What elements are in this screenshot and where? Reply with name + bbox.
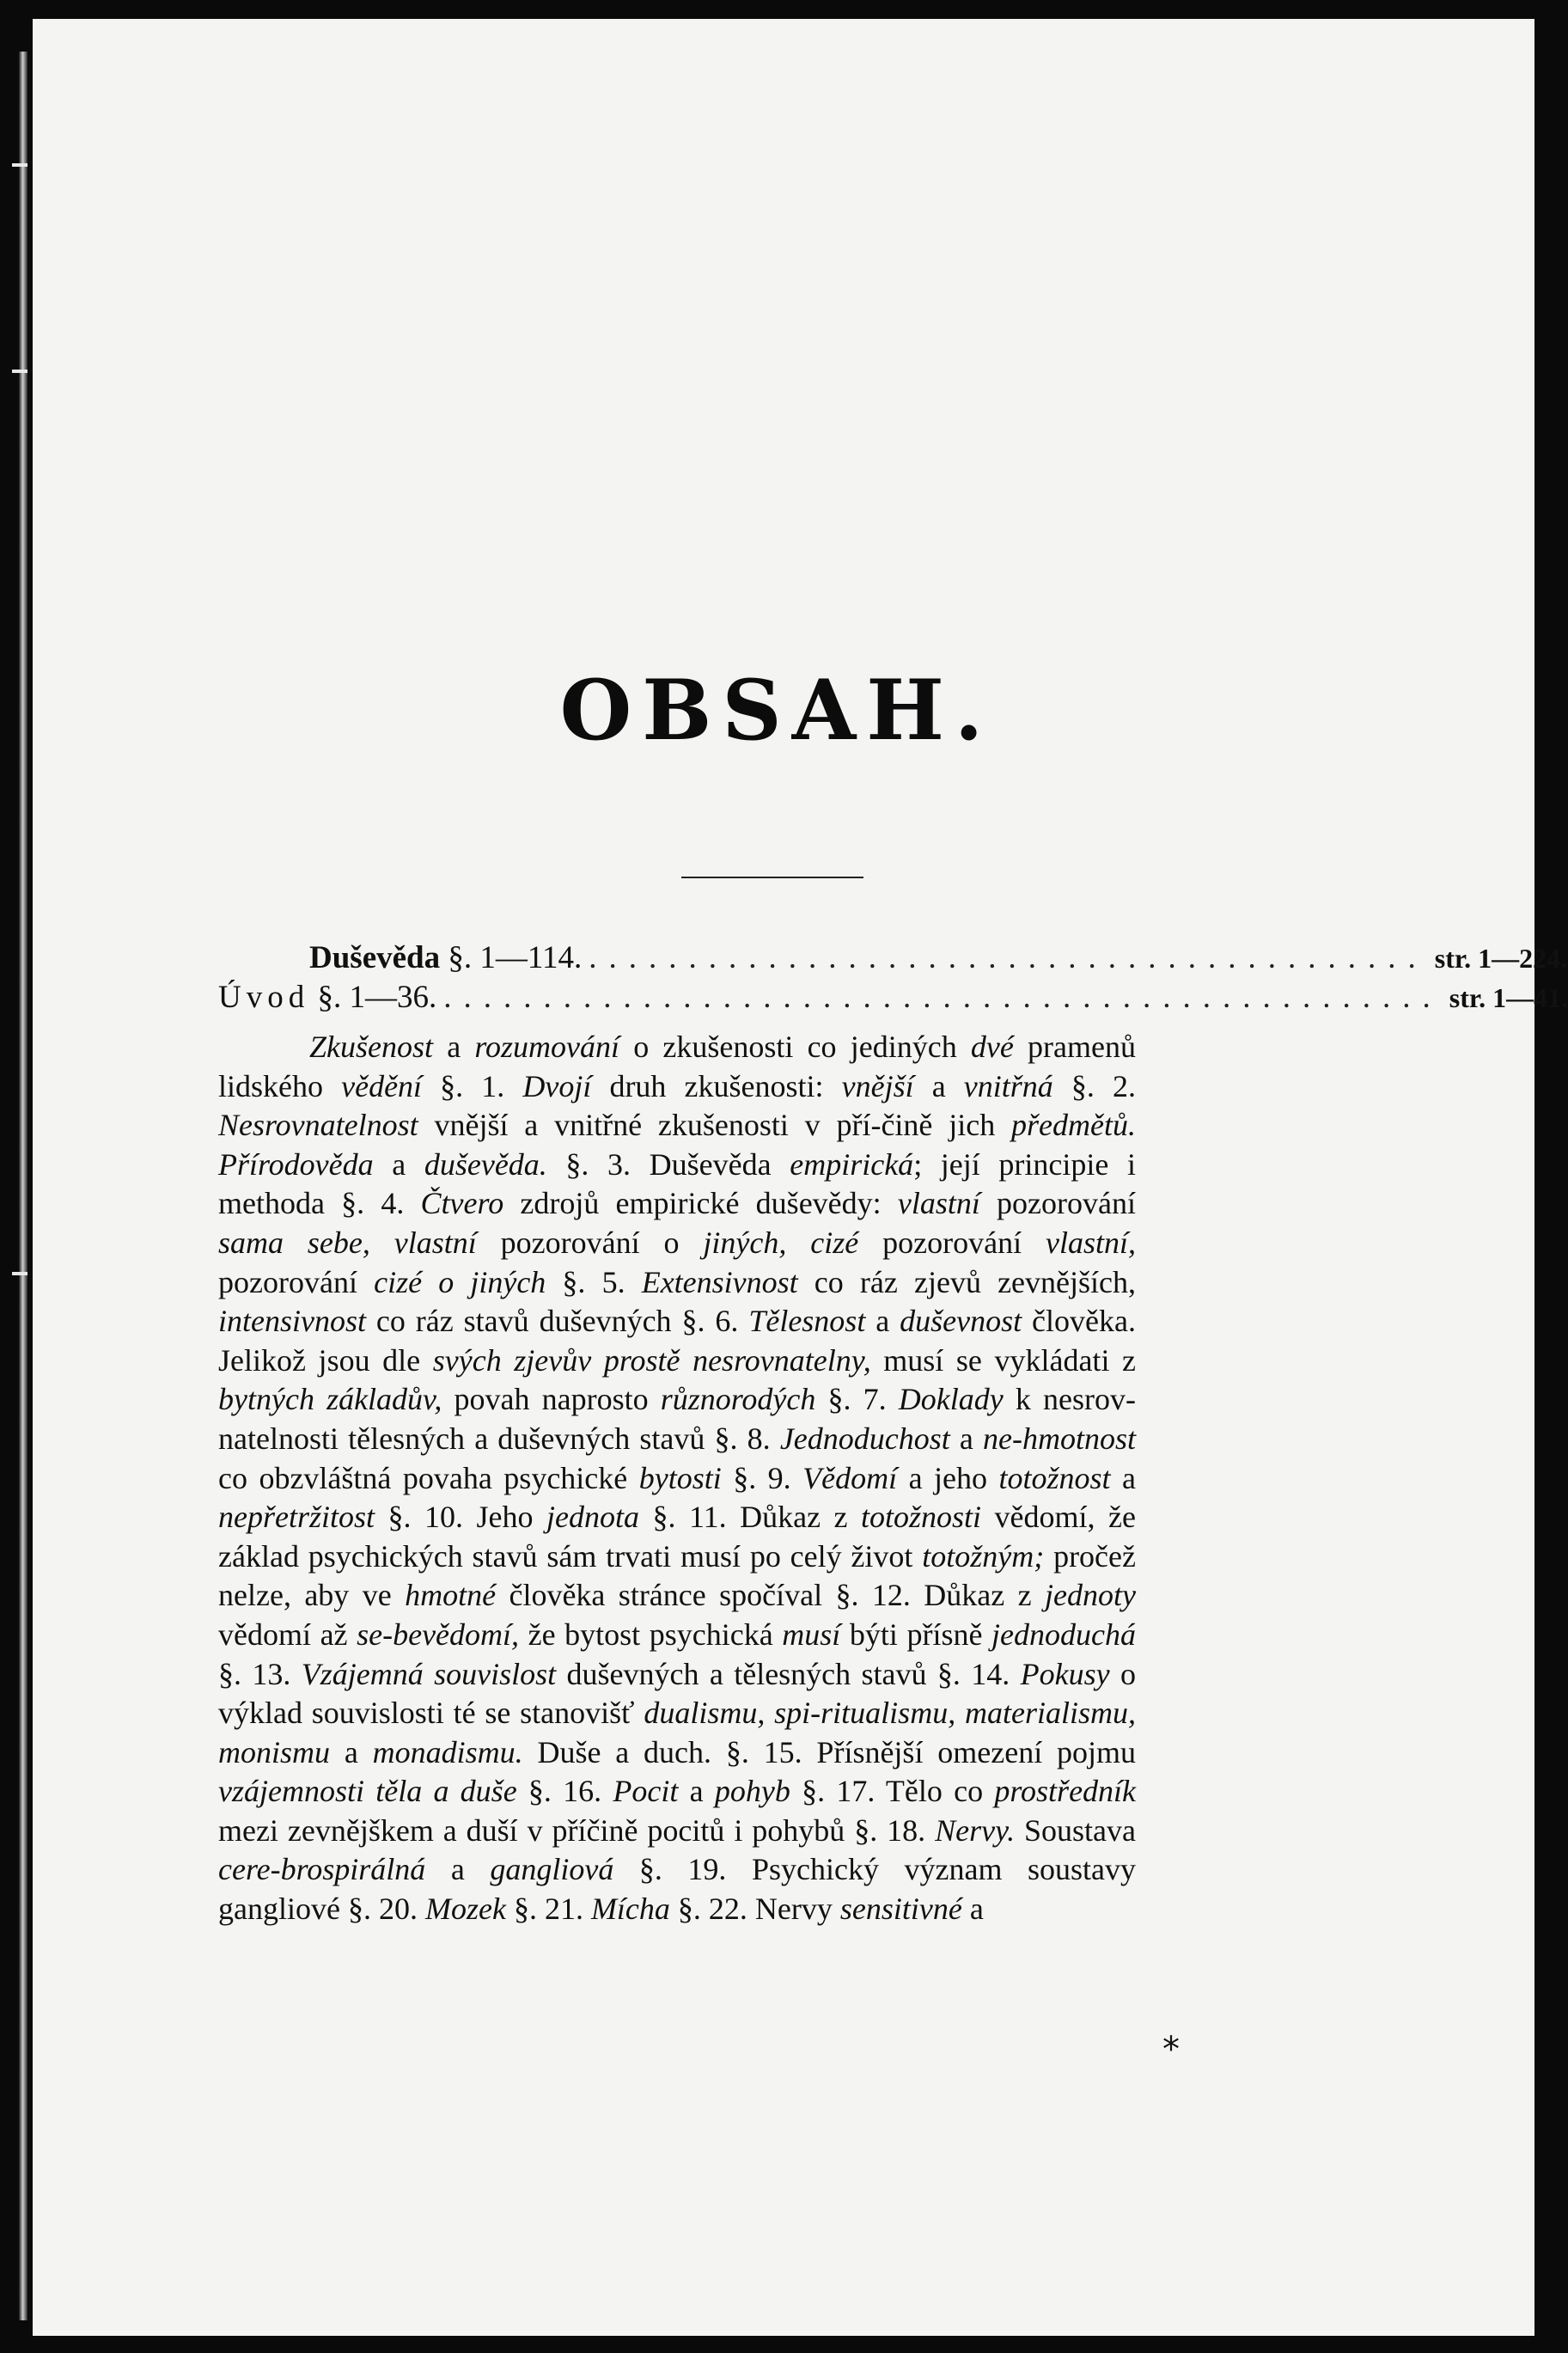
- summary-emphasis: dvé: [970, 1030, 1014, 1064]
- toc-entry: [218, 978, 1568, 1018]
- summary-emphasis: dualismu, spi-ritualismu, materialismu, monismu: [218, 1696, 1136, 1769]
- summary-emphasis: vzájemnosti těla a duše: [218, 1774, 517, 1809]
- summary-emphasis: svých zjevův prostě nesrovnatelny,: [432, 1342, 871, 1378]
- summary-emphasis: prostředník: [994, 1774, 1137, 1809]
- summary-text: druh zkušenosti:: [591, 1068, 842, 1103]
- summary-emphasis: bytosti: [638, 1460, 722, 1495]
- summary-emphasis: ne-hmotnost: [983, 1421, 1136, 1456]
- summary-text: člověka. Jelikož jsou dle: [218, 1304, 1136, 1378]
- toc-leader-dots: ..................................................: [443, 980, 1443, 1015]
- summary-text: a: [425, 1852, 491, 1887]
- summary-text: §. 9.: [721, 1460, 803, 1495]
- summary-text: Soustava: [1015, 1812, 1137, 1848]
- summary-text: a: [678, 1774, 715, 1809]
- summary-text: Duše a duch. §. 15. Přísnější omezení pojmu: [522, 1734, 1137, 1769]
- toc-entry-label: [309, 938, 582, 978]
- toc-entry-pages: str. 1—224.: [1434, 943, 1568, 974]
- summary-emphasis: sensitivné: [839, 1892, 962, 1927]
- summary-text: zdrojů empirické duševědy:: [503, 1186, 898, 1221]
- summary-text: k nesrov-natelnosti tělesných a duševných stavů §. 8.: [218, 1382, 1136, 1456]
- summary-text: pozorování o: [476, 1225, 704, 1260]
- summary-emphasis: musí: [782, 1617, 841, 1652]
- summary-emphasis: empirická: [790, 1146, 914, 1182]
- summary-emphasis: totožným;: [922, 1538, 1045, 1574]
- summary-text: ; její principie i methoda §. 4.: [218, 1146, 1136, 1221]
- summary-text: a: [949, 1421, 984, 1456]
- summary-text: co ráz zjevů zevnějších,: [797, 1264, 1137, 1299]
- summary-text: vědomí, že základ psychických stavů sám trvati musí po celý život: [218, 1500, 1136, 1574]
- spine-mark: [12, 163, 27, 167]
- summary-emphasis: Dvojí: [522, 1068, 592, 1103]
- summary-text: §. 3. Duševěda: [546, 1146, 790, 1182]
- summary-text: že bytost psychická: [519, 1617, 783, 1652]
- summary-text: pozorování: [979, 1186, 1136, 1221]
- summary-text: vnější a vnitřné zkušenosti v pří-čině jich: [418, 1108, 1012, 1143]
- summary-emphasis: vlastní: [897, 1186, 980, 1221]
- summary-text: a: [373, 1146, 424, 1182]
- summary-text: §. 22. Nervy: [669, 1892, 840, 1927]
- summary-text: §. 21.: [505, 1892, 591, 1927]
- summary-emphasis: vnitřná: [963, 1068, 1053, 1103]
- summary-emphasis: cizé o jiných: [374, 1264, 546, 1299]
- summary-emphasis: cere-brospirálná: [218, 1852, 426, 1887]
- toc-entry: [218, 938, 1568, 978]
- toc-entry-label: [218, 978, 436, 1018]
- summary-text: §. 5.: [546, 1264, 642, 1299]
- summary-emphasis: jednoduchá: [991, 1617, 1136, 1652]
- summary-text: §. 1.: [422, 1068, 523, 1103]
- toc-entry-title: Úvod: [218, 980, 310, 1015]
- summary-emphasis: Tělesnost: [748, 1304, 866, 1339]
- summary-emphasis: pohyb: [714, 1774, 790, 1809]
- summary-text: a: [330, 1734, 373, 1769]
- summary-emphasis: jednota: [546, 1500, 639, 1535]
- summary-text: a: [913, 1068, 964, 1103]
- summary-text: povah naprosto: [442, 1382, 661, 1417]
- summary-emphasis: Doklady: [898, 1382, 1004, 1417]
- summary-text: §. 7.: [815, 1382, 899, 1417]
- summary-emphasis: vlastní,: [1046, 1225, 1136, 1260]
- summary-text: §. 11. Důkaz z: [638, 1500, 862, 1535]
- summary-text: duševných a tělesných stavů §. 14.: [556, 1656, 1021, 1691]
- summary-text: pozorování: [218, 1264, 375, 1299]
- summary-emphasis: Mícha: [590, 1892, 670, 1927]
- toc-leader-dots: ..........................................: [589, 940, 1428, 975]
- summary-emphasis: hmotné: [405, 1578, 497, 1613]
- summary-emphasis: jednoty: [1045, 1578, 1136, 1613]
- summary-emphasis: duševěda.: [424, 1146, 547, 1182]
- summary-emphasis: vnější: [841, 1068, 914, 1103]
- summary-text: a: [1110, 1460, 1136, 1495]
- summary-emphasis: bytných základův,: [218, 1382, 442, 1417]
- toc-entry-title: Duševěda: [309, 940, 441, 975]
- summary-text: a: [433, 1030, 475, 1064]
- summary-emphasis: rozumování: [474, 1030, 620, 1064]
- summary-emphasis: se-bevědomí,: [357, 1617, 520, 1652]
- summary-emphasis: Zkušenost: [309, 1030, 433, 1064]
- book-spine-edge: [19, 52, 27, 2320]
- summary-emphasis: Nervy.: [935, 1812, 1016, 1848]
- summary-text: pozorování: [858, 1225, 1046, 1260]
- summary-text: §. 17. Tělo co: [790, 1774, 995, 1809]
- summary-text: vědomí až: [218, 1617, 357, 1652]
- summary-text: §. 2.: [1052, 1068, 1137, 1103]
- summary-emphasis: Přírodověda: [218, 1146, 374, 1182]
- summary-text: o zkušenosti co jediných: [619, 1030, 971, 1064]
- toc-entry-range: §. 1—36.: [309, 980, 437, 1015]
- summary-emphasis: různorodých: [660, 1382, 816, 1417]
- summary-text: člověka stránce spočíval §. 12. Důkaz z: [496, 1578, 1046, 1613]
- summary-emphasis: Čtvero: [420, 1186, 504, 1221]
- summary-emphasis: Nesrovnatelnost: [218, 1108, 418, 1143]
- summary-emphasis: vědění: [341, 1068, 423, 1103]
- summary-text: a jeho: [897, 1460, 999, 1495]
- toc-entry-range: §. 1—114.: [440, 940, 583, 975]
- summary-emphasis: nepřetržitost: [218, 1500, 375, 1535]
- summary-emphasis: totožnosti: [861, 1500, 982, 1535]
- summary-text: §. 16.: [516, 1774, 613, 1809]
- page-title: OBSAH.: [559, 662, 994, 759]
- summary-emphasis: totožnost: [998, 1460, 1111, 1495]
- summary-emphasis: gangliová: [490, 1852, 614, 1887]
- spine-mark: [12, 370, 27, 373]
- summary-text: mezi zevnějškem a duší v příčině pocitů i pohybů §. 18.: [218, 1812, 936, 1848]
- summary-text: pročež nelze, aby ve: [218, 1538, 1136, 1613]
- summary-text: a: [961, 1892, 984, 1927]
- summary-text: musí se vykládati z: [870, 1342, 1137, 1378]
- signature-mark: *: [1162, 2030, 1180, 2069]
- spine-mark: [12, 1272, 27, 1275]
- summary-emphasis: Pocit: [613, 1774, 679, 1809]
- summary-emphasis: Extensivnost: [641, 1264, 798, 1299]
- table-of-contents: [218, 938, 1568, 1960]
- summary-text: a: [865, 1304, 900, 1339]
- summary-emphasis: sama sebe, vlastní: [218, 1225, 477, 1260]
- summary-emphasis: intensivnost: [218, 1304, 366, 1339]
- summary-text: co ráz stavů duševných §. 6.: [365, 1304, 749, 1339]
- summary-text: co obzvláštná povaha psychické: [218, 1460, 639, 1495]
- summary-text: býti přísně: [840, 1617, 992, 1652]
- summary-emphasis: Jednoduchost: [779, 1421, 950, 1456]
- summary-emphasis: Vědomí: [802, 1460, 898, 1495]
- summary-emphasis: monadismu.: [372, 1734, 523, 1769]
- summary-text: pramenů lidského: [218, 1030, 1136, 1103]
- title-rule: [681, 877, 863, 878]
- summary-text: §. 10. Jeho: [375, 1500, 546, 1535]
- summary-text: o výklad souvislosti té se stanovišť: [218, 1656, 1137, 1731]
- section-summary: [218, 1028, 1136, 1929]
- summary-emphasis: Vzájemná souvislost: [301, 1656, 557, 1691]
- summary-emphasis: Mozek: [424, 1892, 506, 1927]
- summary-text: §. 19. Psychický význam soustavy gangliové §. 20.: [218, 1852, 1136, 1927]
- summary-text: §. 13.: [218, 1656, 302, 1691]
- summary-emphasis: jiných, cizé: [703, 1225, 859, 1260]
- summary-emphasis: předmětů.: [1011, 1108, 1136, 1143]
- toc-entry-pages: str. 1—41.: [1449, 982, 1568, 1013]
- summary-emphasis: Pokusy: [1020, 1656, 1110, 1691]
- summary-emphasis: duševnost: [900, 1304, 1022, 1339]
